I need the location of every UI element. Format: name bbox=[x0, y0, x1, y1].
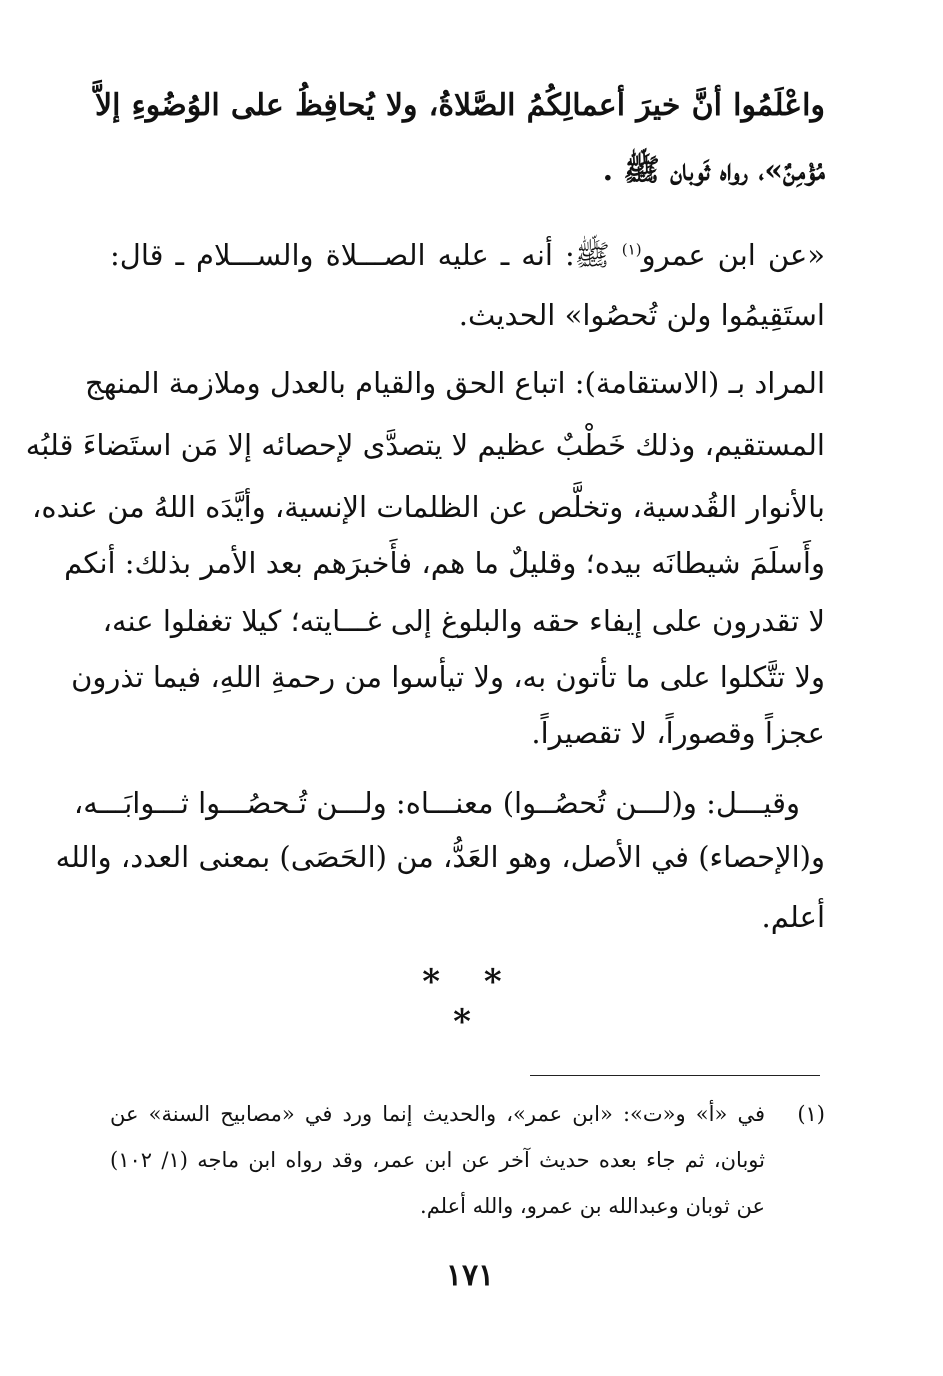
ibn-umar-line-2: استَقِيمُوا ولن تُحصُوا» الحديث. bbox=[458, 298, 825, 332]
footnote-line-1: في «أ» و«ت»: «ابن عمر»، والحديث إنما ورد في «مصابيح السنة» عن bbox=[110, 1102, 765, 1126]
ibn-umar-line-1 bbox=[110, 238, 825, 280]
footnote-marker: (١) bbox=[797, 1102, 825, 1126]
explanation-line-3: بالأنوار القُدسية، وتخلَّص عن الظلمات الإنسية، وأيَّدَه اللهُ من عنده، bbox=[32, 490, 825, 524]
hadith-line-2: مُؤْمِنٌ»، رواه ثَوبان ﷺ . bbox=[602, 153, 825, 188]
footnote-line-2: ثوبان، ثم جاء بعده حديث آخر عن ابن عمر، وقد رواه ابن ماجه (١/ ١٠٢) bbox=[110, 1148, 765, 1172]
explanation-line-4: وأَسلَمَ شيطانَه بيده؛ وقليلٌ ما هم، فأَخبرَهم بعد الأمر بذلك: أنكم bbox=[64, 546, 825, 580]
hadith-line-1: واعْلَمُوا أنَّ خيرَ أعمالِكُمُ الصَّلاةُ، ولا يُحافِظُ على الوُضُوءِ إلاَّ bbox=[95, 88, 825, 123]
explanation-line-5: لا تقدرون على إيفاء حقه والبلوغ إلى غـــايته؛ كيلا تغفلوا عنه، bbox=[102, 604, 825, 638]
explanation-line-6: ولا تتَّكلوا على ما تأتون به، ولا تيأسوا من رحمةِ اللهِ، فيما تذرون bbox=[71, 660, 825, 694]
section-separator: * * * bbox=[422, 962, 518, 1042]
explanation-line-2: المستقيم، وذلك خَطْبٌ عظيم لا يتصدَّى لإحصائه إلا مَن استَضاءَ قلبُه bbox=[25, 428, 825, 462]
footnote-divider bbox=[530, 1075, 820, 1076]
ibn-umar-post: ﷺ: أنه ـ عليه الصـــلاة والســـلام ـ قال: bbox=[110, 238, 622, 272]
alternative-line-3: أعلم. bbox=[761, 900, 825, 934]
explanation-line-7: عجزاً وقصوراً، لا تقصيراً. bbox=[531, 716, 825, 750]
ibn-umar-pre: «عن ابن عمرو bbox=[641, 238, 825, 272]
footnote-line-3: عن ثوبان وعبدالله بن عمرو، والله أعلم. bbox=[420, 1194, 765, 1218]
alternative-line-2: و(الإحصاء) في الأصل، وهو العَدُّ، من (الحَصَى) بمعنى العدد، والله bbox=[55, 840, 825, 874]
explanation-line-1: المراد بـ (الاستقامة): اتباع الحق والقيام بالعدل وملازمة المنهج bbox=[85, 366, 825, 400]
page-number: ١٧١ bbox=[445, 1258, 495, 1293]
alternative-line-1: وقيـــل: و(لـــن تُحصُــوا) معنـــاه: ولـــن تُـحصُـــوا ثـــوابَـــه، bbox=[73, 786, 800, 820]
footnote-reference-marker: (١) bbox=[621, 240, 642, 259]
